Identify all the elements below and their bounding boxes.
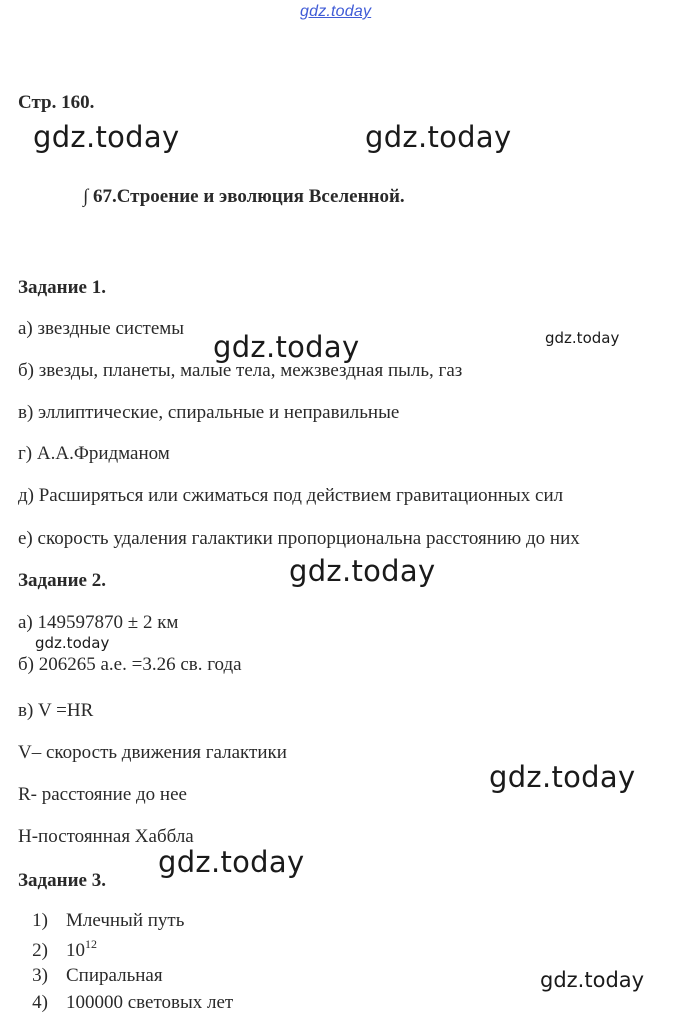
list-number: 2) <box>32 940 48 961</box>
power-exponent: 12 <box>85 937 97 951</box>
task-1-answer: а) звездные системы <box>18 318 185 339</box>
power-base: 10 <box>66 940 85 961</box>
watermark: gdz.today <box>289 554 436 588</box>
page-number: Стр. 160. <box>18 92 95 113</box>
list-item <box>0 965 163 987</box>
list-number: 1) <box>32 910 48 931</box>
task-2-answer: а) 149597870 ± 2 км <box>18 612 179 633</box>
watermark: gdz.today <box>35 634 110 652</box>
watermark: gdz.today <box>213 330 360 364</box>
watermark: gdz.today <box>489 760 636 794</box>
task-1-answer: д) Расширяться или сжиматься под действием гравитационных сил <box>18 485 564 506</box>
task-2-answer: R- расстояние до нее <box>18 784 187 805</box>
list-item <box>0 937 97 962</box>
task-1-answer: г) А.А.Фридманом <box>18 443 170 464</box>
task-2-answer: б) 206265 а.е. =3.26 св. года <box>18 654 242 675</box>
watermark: gdz.today <box>540 968 645 992</box>
task-3-heading: Задание 3. <box>18 870 106 891</box>
list-item <box>0 992 233 1014</box>
watermark: gdz.today <box>158 845 305 879</box>
watermark: gdz.today <box>365 120 512 154</box>
watermark: gdz.today <box>33 120 180 154</box>
list-text: 100000 световых лет <box>66 992 234 1013</box>
list-text: Млечный путь <box>66 910 185 931</box>
task-2-heading: Задание 2. <box>18 570 106 591</box>
task-1-answer: в) эллиптические, спиральные и неправильные <box>18 402 400 423</box>
list-number: 3) <box>32 965 48 986</box>
task-2-answer: в) V =HR <box>18 700 94 721</box>
task-2-answer: V– скорость движения галактики <box>18 742 287 763</box>
task-2-answer: H-постоянная Хаббла <box>18 826 194 847</box>
task-1-heading: Задание 1. <box>18 277 106 298</box>
list-item <box>0 910 184 932</box>
watermark: gdz.today <box>545 329 620 347</box>
task-1-answer: б) звезды, планеты, малые тела, межзвездная пыль, газ <box>18 360 463 381</box>
task-1-answer: е) скорость удаления галактики пропорциональна расстоянию до них <box>18 528 580 549</box>
site-link[interactable]: gdz.today <box>300 3 372 20</box>
list-number: 4) <box>32 992 48 1013</box>
section-title: ∫ 67.Строение и эволюция Вселенной. <box>83 186 405 207</box>
list-text: Спиральная <box>66 965 163 986</box>
